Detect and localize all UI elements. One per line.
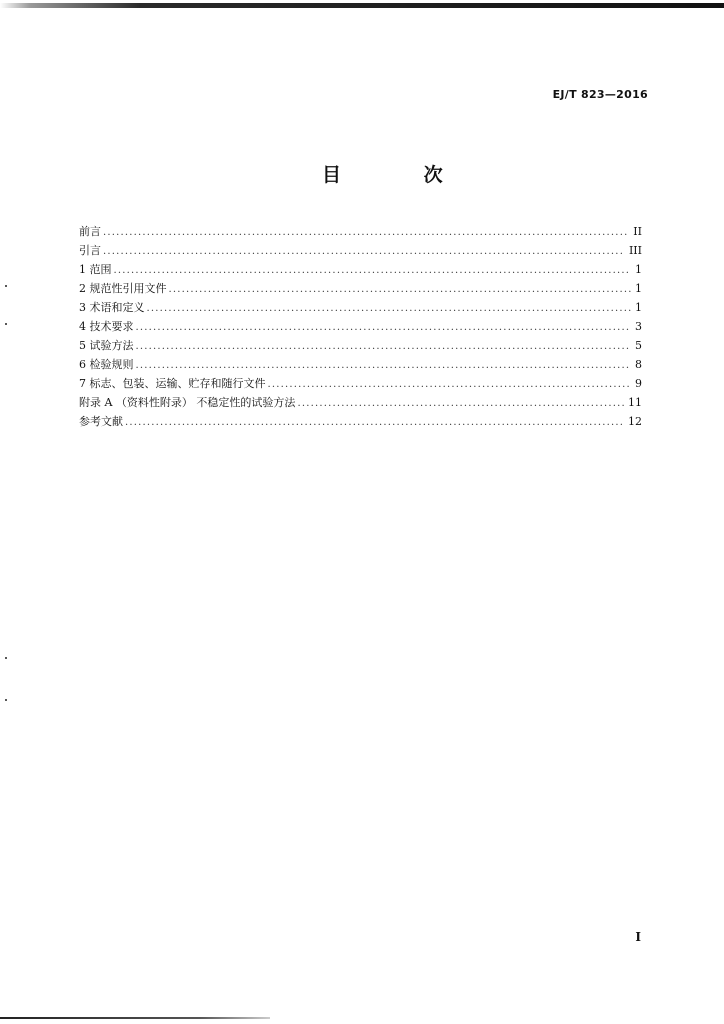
toc-leader-dots [136, 318, 632, 337]
toc-entry-page: 1 [635, 301, 642, 314]
scan-speck [5, 657, 7, 659]
toc-entry-page: 1 [635, 263, 642, 276]
toc-entry-page: 12 [628, 415, 642, 428]
scan-speck [5, 323, 7, 325]
toc-leader-dots [125, 413, 624, 432]
toc-entry-label: 引言 [79, 244, 101, 257]
toc-entry-label: 前言 [79, 225, 101, 238]
toc-leader-dots [103, 242, 625, 261]
toc-entry-inspection-rules[interactable] [79, 355, 642, 374]
document-code: EJ/T 823—2016 [552, 88, 648, 101]
toc-entry-scope[interactable] [79, 260, 642, 279]
toc-entry-introduction[interactable] [79, 241, 642, 260]
toc-leader-dots [136, 356, 632, 375]
toc-entry-page: 11 [628, 396, 642, 409]
table-of-contents [79, 222, 642, 431]
toc-entry-page: II [633, 225, 642, 238]
toc-leader-dots [147, 299, 632, 318]
page-number: I [635, 930, 641, 944]
toc-entry-label: 3 术语和定义 [79, 301, 145, 314]
toc-entry-page: 3 [635, 320, 642, 333]
toc-leader-dots [297, 394, 624, 413]
toc-entry-technical-requirements[interactable] [79, 317, 642, 336]
toc-entry-page: 1 [635, 282, 642, 295]
toc-entry-normative-references[interactable] [79, 279, 642, 298]
toc-entry-foreword[interactable] [79, 222, 642, 241]
toc-leader-dots [268, 375, 632, 394]
toc-entry-label: 7 标志、包装、运输、贮存和随行文件 [79, 377, 266, 390]
toc-entry-page: 9 [635, 377, 642, 390]
toc-entry-marking-packaging[interactable] [79, 374, 642, 393]
toc-entry-bibliography[interactable] [79, 412, 642, 431]
toc-entry-label: 6 检验规则 [79, 358, 134, 371]
toc-entry-label: 1 范围 [79, 263, 112, 276]
toc-leader-dots [103, 223, 629, 242]
toc-entry-label: 4 技术要求 [79, 320, 134, 333]
toc-entry-page: 8 [635, 358, 642, 371]
top-border-rule [0, 3, 724, 8]
toc-entry-label: 附录 A （资料性附录） 不稳定性的试验方法 [79, 396, 296, 409]
toc-entry-test-methods[interactable] [79, 336, 642, 355]
toc-title: 目 次 [322, 164, 481, 186]
scan-speck [5, 699, 7, 701]
toc-entry-terms-definitions[interactable] [79, 298, 642, 317]
toc-entry-page: 5 [635, 339, 642, 352]
toc-entry-page: III [628, 244, 642, 257]
scan-speck [5, 285, 7, 287]
toc-leader-dots [136, 337, 632, 356]
toc-entry-label: 2 规范性引用文件 [79, 282, 167, 295]
bottom-border-rule [0, 1017, 270, 1019]
toc-entry-label: 5 试验方法 [79, 339, 134, 352]
toc-entry-annex-a[interactable] [79, 393, 642, 412]
toc-entry-label: 参考文献 [79, 415, 123, 428]
toc-leader-dots [169, 280, 632, 299]
toc-leader-dots [114, 261, 632, 280]
